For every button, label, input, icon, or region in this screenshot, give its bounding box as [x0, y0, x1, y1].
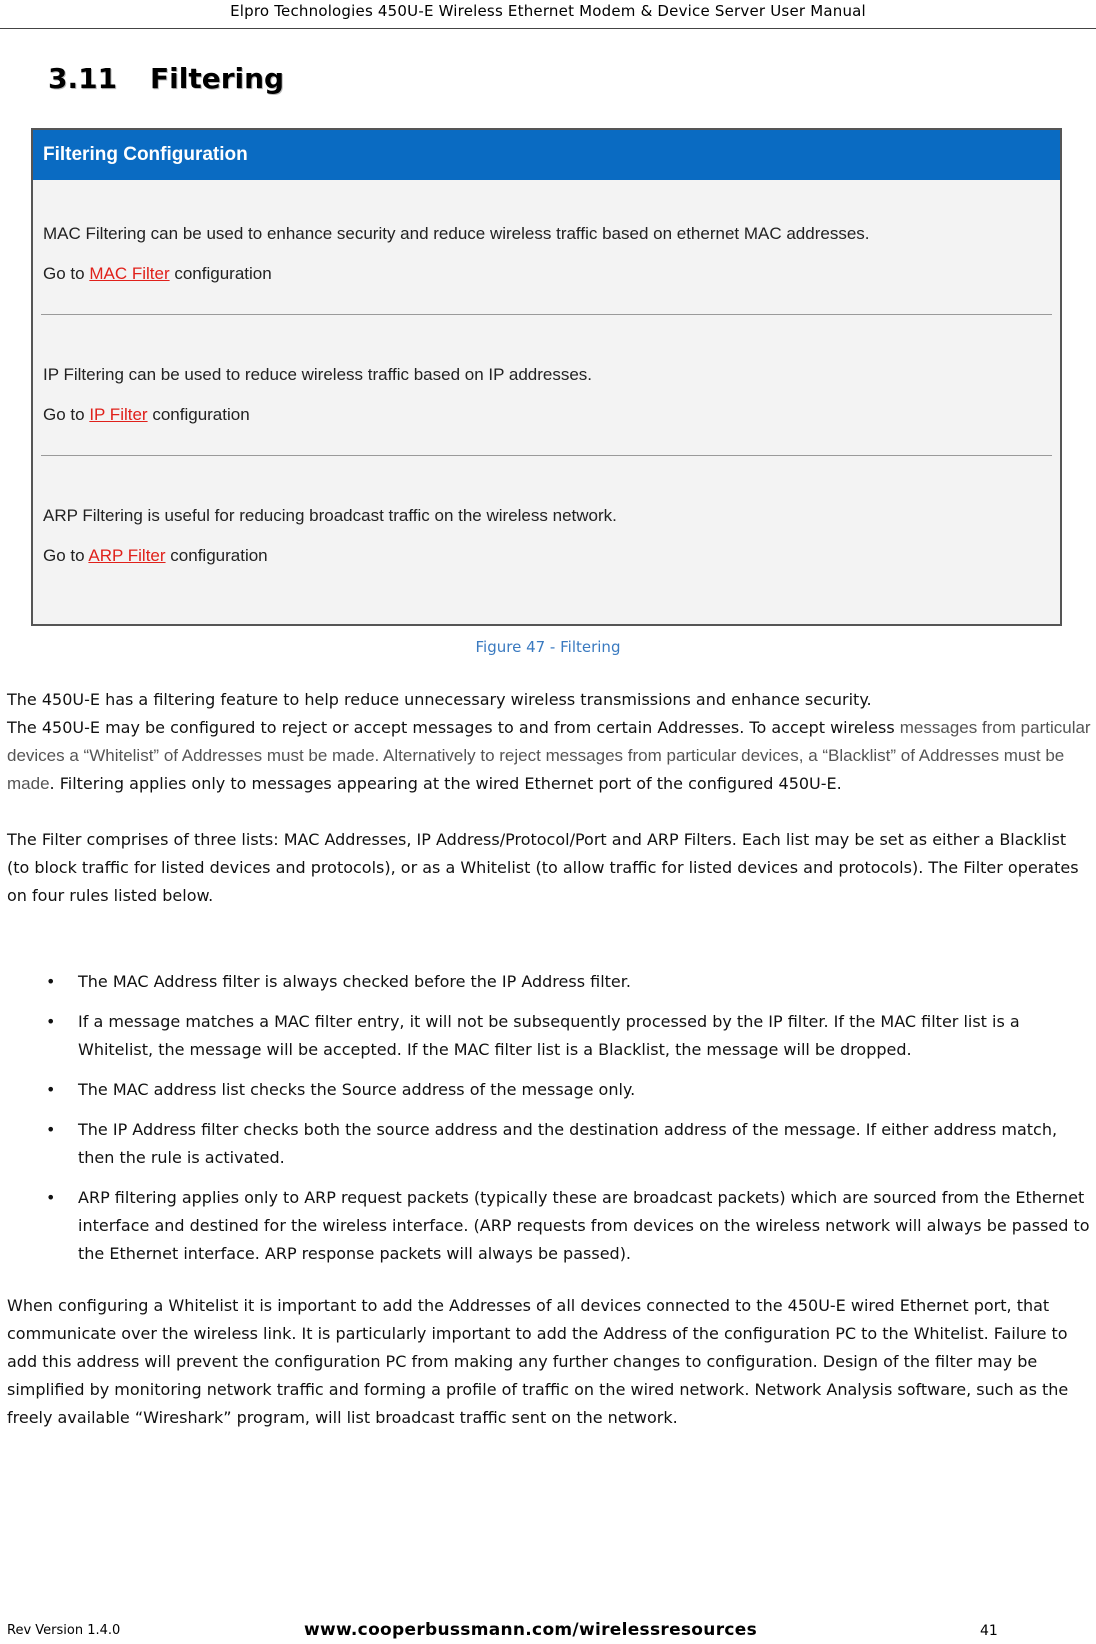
running-header: Elpro Technologies 450U-E Wireless Ethernet Modem & Device Server User Manual: [0, 0, 1096, 29]
list-item-text: If a message matches a MAC filter entry, it will not be subsequently processed by the IP filter. If the MAC filter list is a Whitelist, the message will be accepted. If the MAC filter list is a Blacklist, the message will be dropped.: [78, 1012, 1020, 1059]
configuration-label: configuration: [152, 405, 250, 424]
mac-filter-section: [43, 222, 1053, 286]
paragraph-part-b: messages from particular devices a “Whitelist” of Addresses must be made. Alternatively to reject messages from particular devices, a “Blacklist” of Addresses must be made: [7, 718, 1091, 793]
arp-filter-link[interactable]: ARP Filter: [88, 546, 166, 565]
section-divider: [41, 455, 1052, 456]
list-item-text: The MAC address list checks the Source address of the message only.: [78, 1080, 636, 1099]
section-title: Filtering: [150, 62, 285, 95]
footer-revision: Rev Version 1.4.0: [7, 1623, 121, 1638]
goto-label: Go to: [43, 405, 85, 424]
list-item-text: The MAC Address filter is always checked before the IP Address filter.: [78, 972, 631, 991]
list-item: [0, 1184, 1090, 1268]
bullet-icon: •: [46, 1012, 56, 1031]
arp-filter-section: [43, 504, 1053, 568]
list-item: [0, 968, 1090, 996]
list-item: [0, 1076, 1090, 1104]
page-footer: [0, 1620, 1096, 1644]
ip-filter-section: [43, 363, 1053, 427]
section-number: 3.11: [48, 62, 118, 95]
list-item-text: ARP filtering applies only to ARP request packets (typically these are broadcast packets) which are sourced from the Ethernet interface and destined for the wireless interface. (ARP requests from devices on the wireless network will always be passed to the Ethernet interface. ARP response packets will always be passed).: [78, 1188, 1090, 1263]
ip-filter-link[interactable]: IP Filter: [89, 405, 148, 424]
list-item: [0, 1116, 1090, 1172]
bullet-icon: •: [46, 1188, 56, 1207]
arp-filter-description: ARP Filtering is useful for reducing broadcast traffic on the wireless network.: [43, 506, 617, 525]
paragraph-part-a: The 450U-E may be configured to reject or accept messages to and from certain Addresses. To accept wireless: [7, 718, 895, 737]
bullet-icon: •: [46, 1080, 56, 1099]
panel-title: Filtering Configuration: [33, 130, 1060, 180]
list-item-text: The IP Address filter checks both the source address and the destination address of the message. If either address match, then the rule is activated.: [78, 1120, 1058, 1167]
section-divider: [41, 314, 1052, 315]
arp-filter-link-row: [43, 544, 1053, 568]
bullet-icon: •: [46, 972, 56, 991]
paragraph-part-c: . Filtering applies only to messages appearing at the wired Ethernet port of the configured 450U-E.: [49, 774, 842, 793]
ip-filter-link-row: [43, 403, 1053, 427]
page-number: 41: [980, 1623, 998, 1639]
goto-label: Go to: [43, 264, 85, 283]
whitelist-blacklist-paragraph: [7, 714, 1092, 798]
filtering-configuration-screenshot: [31, 128, 1062, 626]
mac-filter-link[interactable]: MAC Filter: [89, 264, 170, 283]
whitelist-advice-paragraph: When configuring a Whitelist it is important to add the Addresses of all devices connected to the 450U-E wired Ethernet port, that communicate over the wireless link. It is particularly important to add the Address of the configuration PC to the Whitelist. Failure to add this address will prevent the configuration PC from making any further changes to configuration. Design of the filter may be simplified by monitoring network traffic and forming a profile of traffic on the wired network. Network Analysis software, such as the freely available “Wireshark” program, will list broadcast traffic sent on the network.: [7, 1296, 1069, 1427]
ip-filter-description: IP Filtering can be used to reduce wireless traffic based on IP addresses.: [43, 365, 593, 384]
filter-rules-list: [0, 968, 1096, 1280]
section-heading: [48, 62, 284, 95]
bullet-icon: •: [46, 1120, 56, 1139]
filter-lists-paragraph: The Filter comprises of three lists: MAC Addresses, IP Address/Protocol/Port and ARP Filters. Each list may be set as either a Blacklist (to block traffic for listed devices and protocols), or as a Whitelist (to allow traffic for listed devices and protocols). The Filter operates on four rules listed below.: [7, 830, 1079, 905]
configuration-label: configuration: [170, 546, 268, 565]
goto-label: Go to: [43, 546, 85, 565]
mac-filter-description: MAC Filtering can be used to enhance security and reduce wireless traffic based on ethernet MAC addresses.: [43, 224, 870, 243]
intro-paragraph: The 450U-E has a filtering feature to help reduce unnecessary wireless transmissions and enhance security.: [7, 690, 872, 709]
figure-caption: Figure 47 - Filtering: [475, 638, 621, 656]
list-item: [0, 1008, 1090, 1064]
footer-website-link[interactable]: www.cooperbussmann.com/wirelessresources: [304, 1620, 758, 1640]
mac-filter-link-row: [43, 262, 1053, 286]
configuration-label: configuration: [174, 264, 272, 283]
